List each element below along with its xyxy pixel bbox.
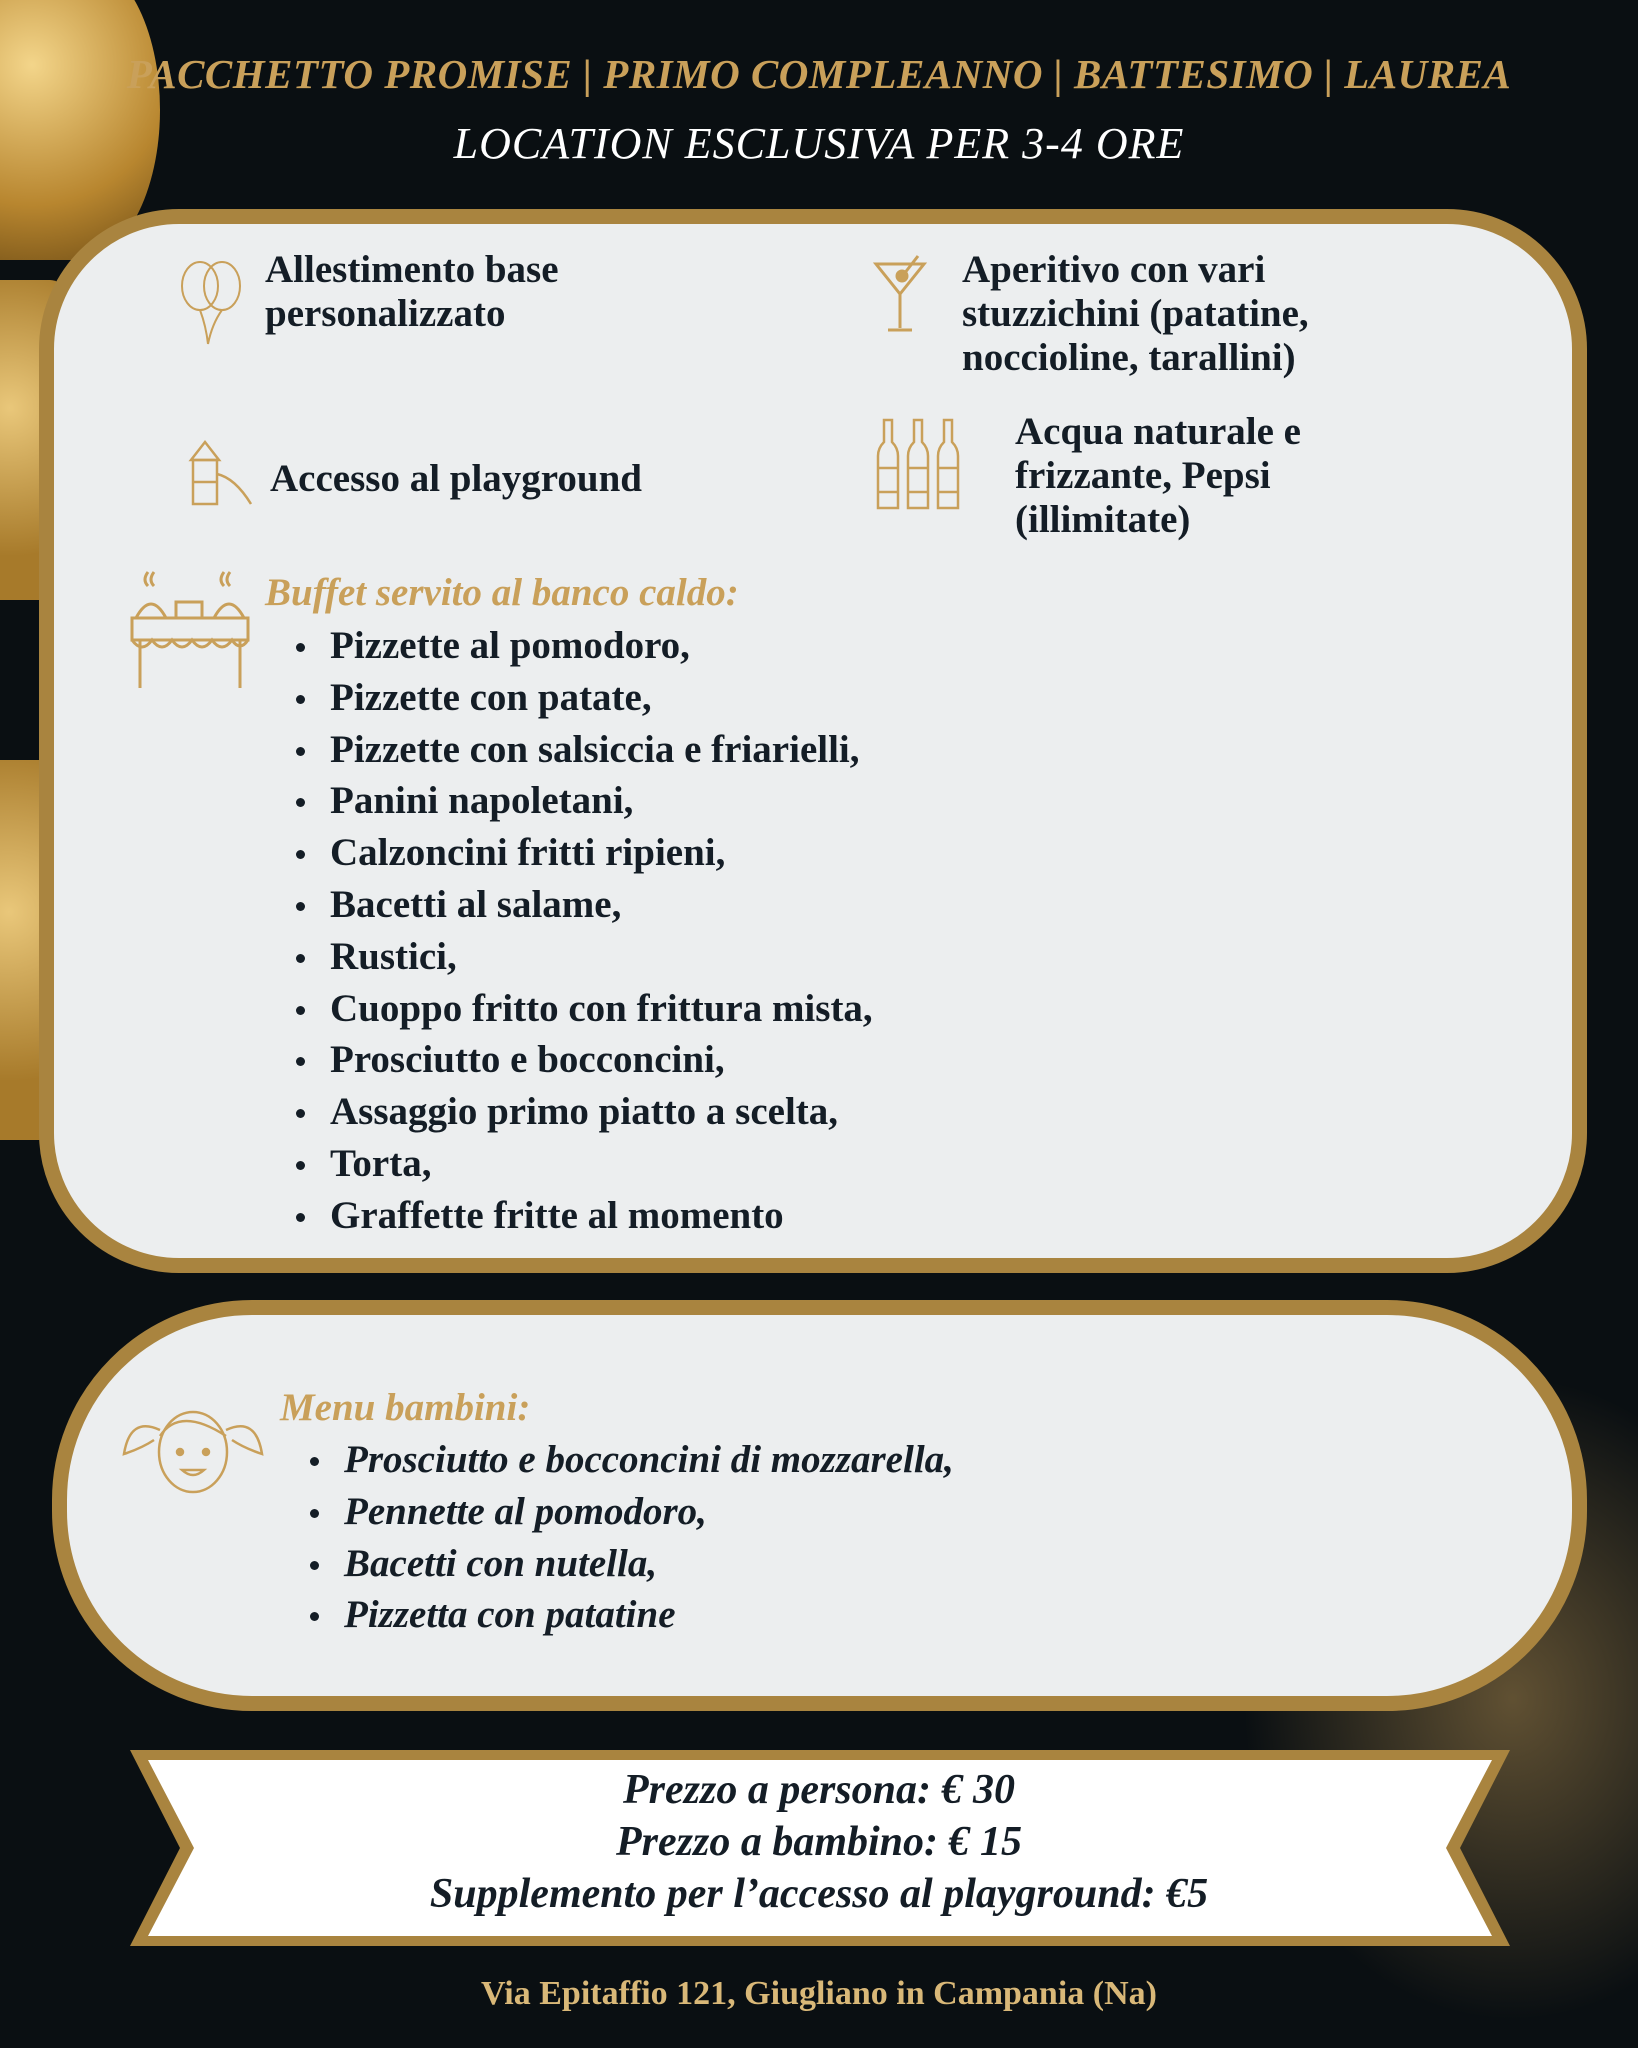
package-title: PACCHETTO PROMISE | PRIMO COMPLEANNO | BATTESIMO | LAUREA [126, 51, 1512, 97]
list-item: Pizzette con salsiccia e friarielli, [330, 724, 873, 776]
price-per-person: Prezzo a persona: € 30 [622, 1767, 1015, 1813]
feature-playground: Accesso al playground [270, 457, 642, 500]
list-item: Torta, [330, 1138, 873, 1190]
feature-aperitivo: Aperitivo con vari stuzzichini (patatine, noccioline, tarallini) [962, 248, 1309, 379]
buffet-table-icon [128, 568, 252, 692]
list-item: Cuoppo fritto con frittura mista, [330, 983, 873, 1035]
list-item: Prosciutto e bocconcini di mozzarella, [344, 1434, 954, 1486]
list-item: Graffette fritte al momento [330, 1190, 873, 1242]
playground-icon [185, 438, 255, 508]
buffet-list [330, 620, 873, 1242]
list-item: Pennette al pomodoro, [344, 1486, 954, 1538]
list-item: Prosciutto e bocconcini, [330, 1034, 873, 1086]
feature-drinks: Acqua naturale e frizzante, Pepsi (illimitate) [1015, 410, 1301, 541]
list-item: Assaggio primo piatto a scelta, [330, 1086, 873, 1138]
bottles-icon [874, 418, 964, 510]
list-item: Pizzette al pomodoro, [330, 620, 873, 672]
list-item: Pizzette con patate, [330, 672, 873, 724]
list-item: Rustici, [330, 931, 873, 983]
list-item: Calzoncini fritti ripieni, [330, 827, 873, 879]
price-per-child: Prezzo a bambino: € 15 [615, 1819, 1022, 1865]
package-subtitle: LOCATION ESCLUSIVA PER 3-4 ORE [453, 119, 1185, 168]
playground-supplement: Supplemento per l’accesso al playground: €5 [429, 1871, 1209, 1917]
list-item: Pizzetta con patatine [344, 1589, 954, 1641]
balloons-icon [172, 256, 252, 346]
list-item: Panini napoletani, [330, 775, 873, 827]
child-face-icon [120, 1396, 266, 1498]
feature-decor: Allestimento base personalizzato [265, 248, 559, 335]
list-item: Bacetti con nutella, [344, 1538, 954, 1590]
buffet-heading: Buffet servito al banco caldo: [265, 571, 739, 614]
kids-menu-list [344, 1434, 954, 1641]
cocktail-icon [872, 254, 928, 334]
kids-menu-heading: Menu bambini: [280, 1386, 531, 1429]
address: Via Epitaffio 121, Giugliano in Campania (Na) [481, 1975, 1157, 2012]
list-item: Bacetti al salame, [330, 879, 873, 931]
